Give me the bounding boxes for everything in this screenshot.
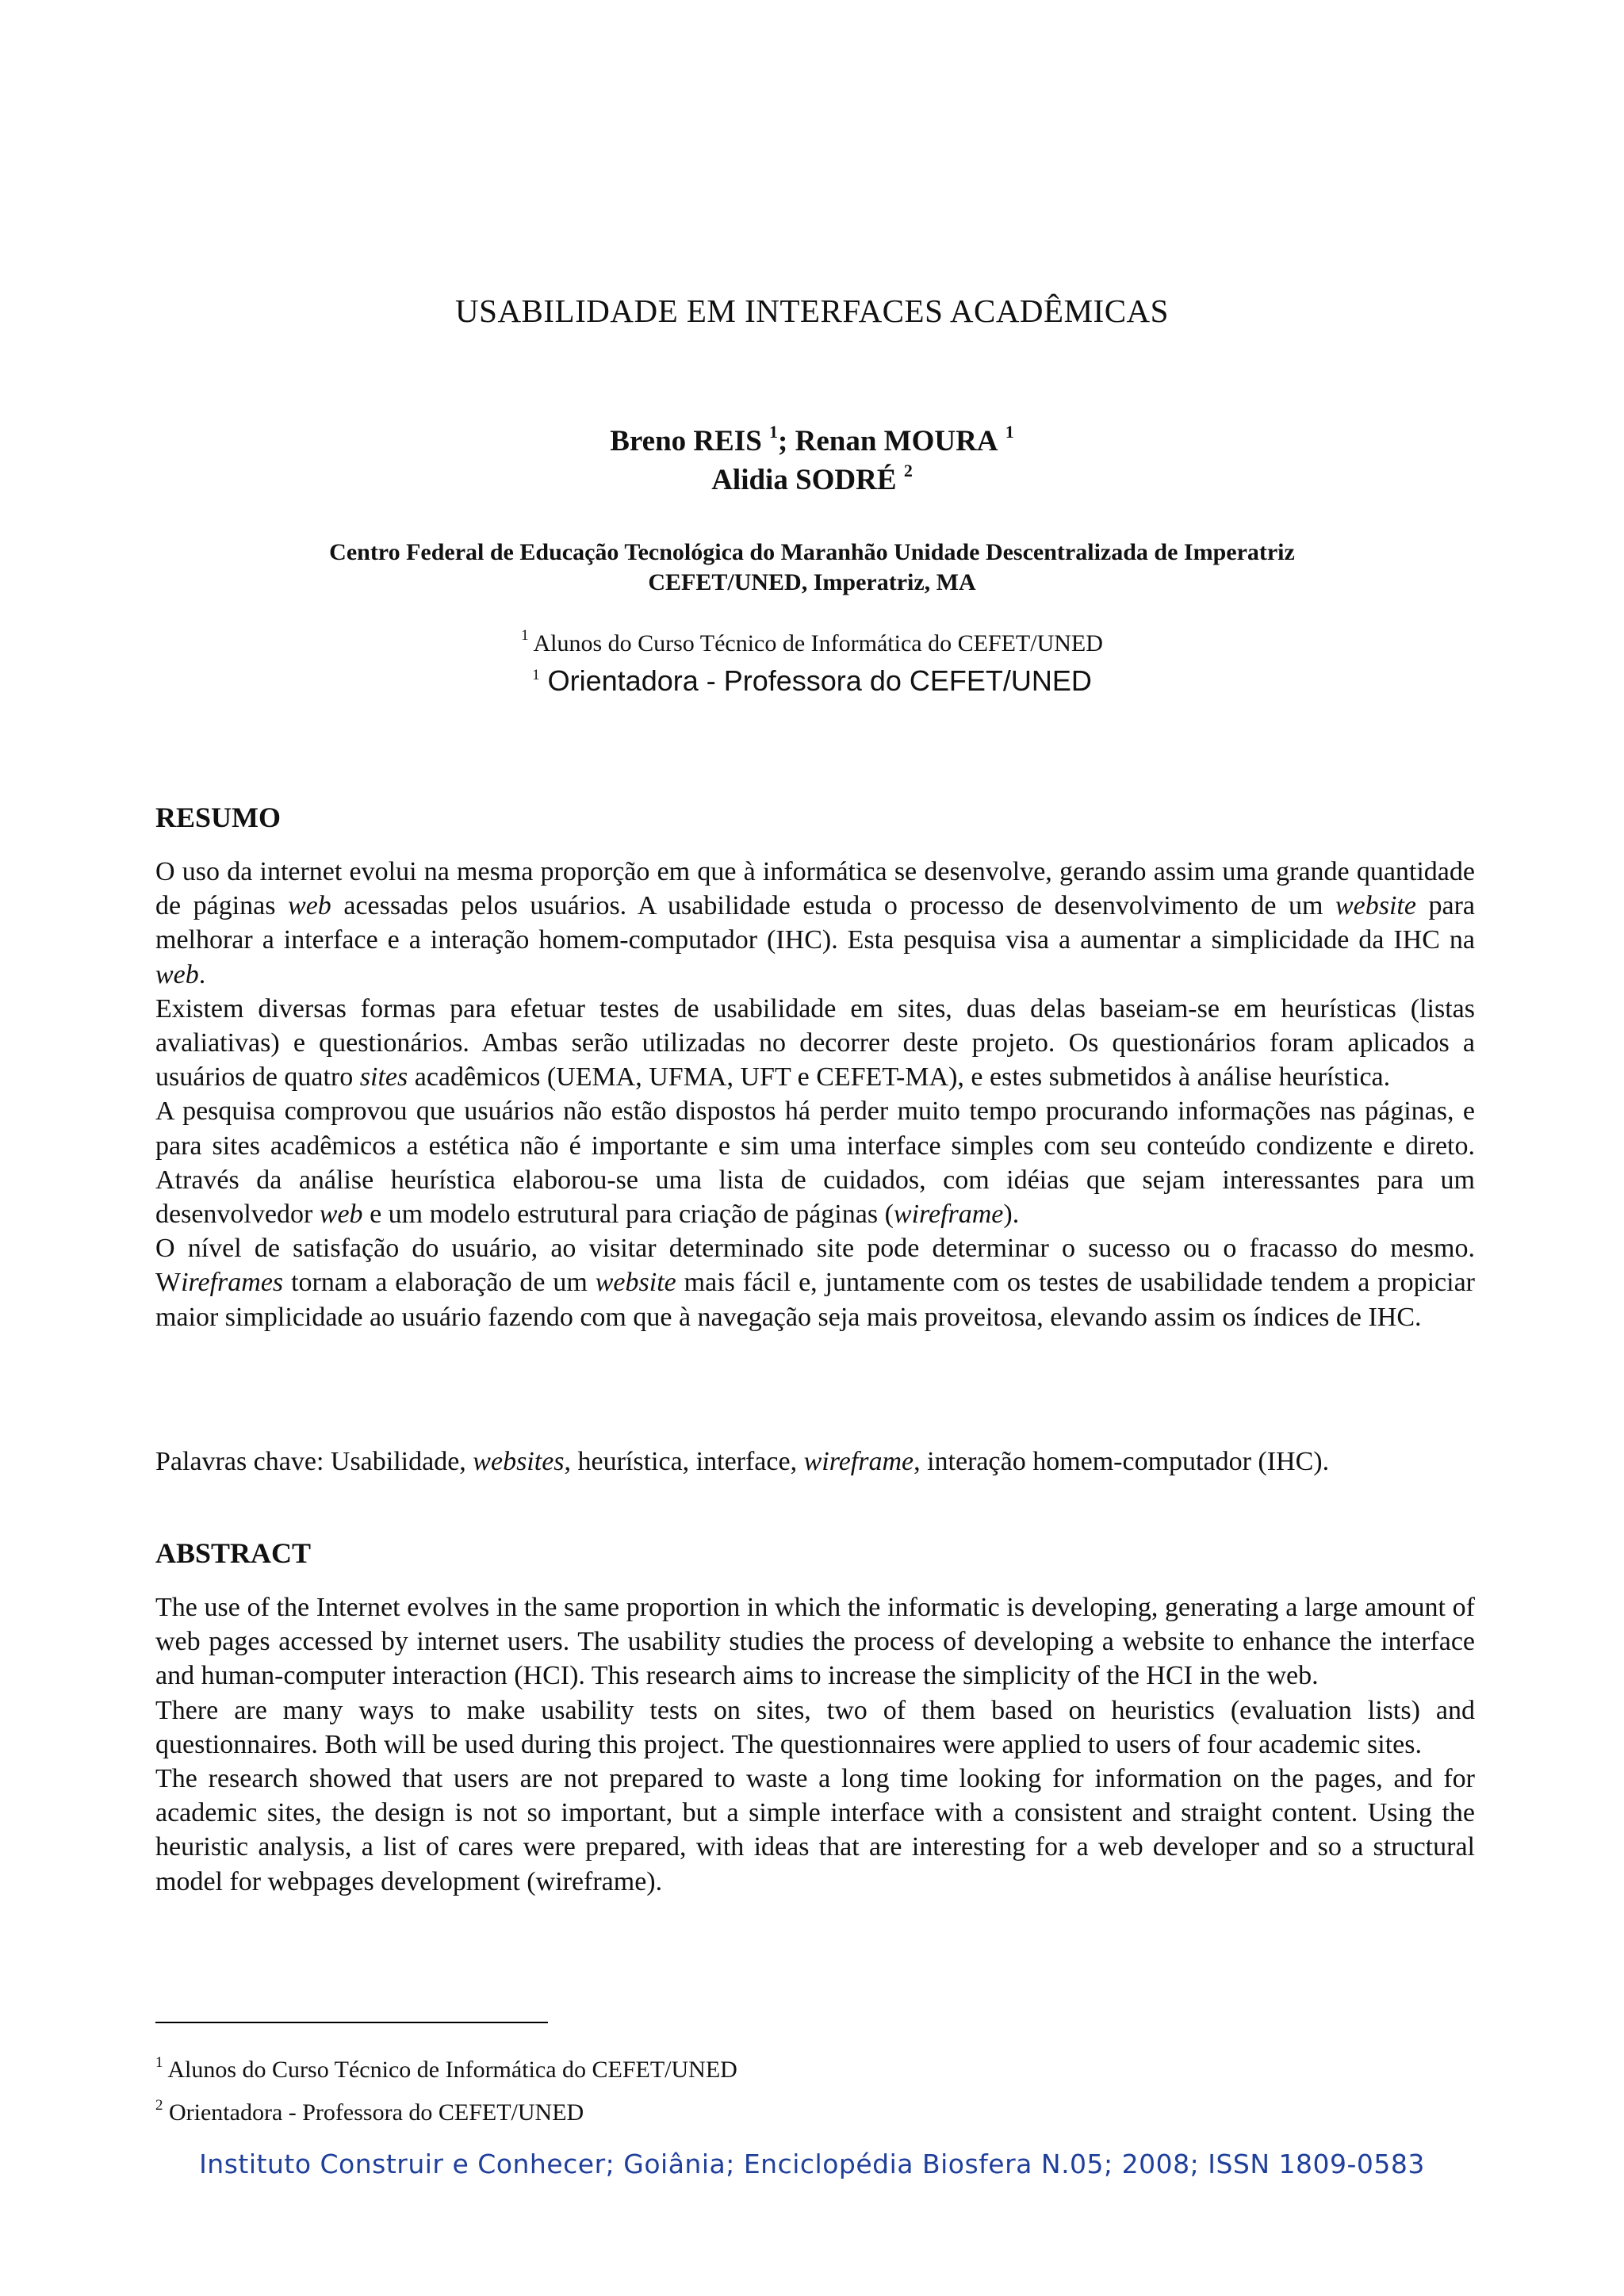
affiliation-text: Orientadora - Professora do CEFET/UNED — [547, 664, 1092, 697]
institution-name: Centro Federal de Educação Tecnológica do Maranhão Unidade Descentralizada de Imperatriz — [329, 539, 1295, 565]
author-name: Alidia SODRÉ — [711, 464, 897, 496]
footnote-1 — [155, 2054, 737, 2084]
institution-block — [0, 538, 1624, 598]
institution-location: CEFET/UNED, Imperatriz, MA — [648, 569, 976, 595]
footnote-mark: 1 — [155, 2054, 163, 2071]
paragraph: O uso da internet evolui na mesma proporção em que à informática se desenvolve, gerando assim uma grande quantidade de páginas web acessadas pelos usuários. A usabilidade estuda o processo de desenvolvimento de um website para melhorar a interface e a interação homem-computador (IHC). Esta pesquisa visa a aumentar a simplicidade da IHC na web. — [155, 857, 1475, 989]
paper-title: USABILIDADE EM INTERFACES ACADÊMICAS — [455, 293, 1169, 329]
section-heading-resumo: RESUMO — [155, 802, 282, 833]
section-heading-abstract: ABSTRACT — [155, 1537, 312, 1569]
footnote-divider — [155, 2022, 548, 2023]
author-line-1 — [0, 422, 1624, 461]
footnote-mark: 2 — [155, 2097, 163, 2114]
author-affiliation-mark: 2 — [903, 461, 913, 480]
footnote-2 — [155, 2099, 584, 2126]
affiliation-mark: 1 — [521, 627, 529, 644]
paragraph: The research showed that users are not prepared to waste a long time looking for information on the pages, and for academic sites, the design is not so important, but a simple interface with a consistent and straight content. Using the heuristic analysis, a list of cares were prepared, with ideas that are interesting for a web developer and so a structural model for webpages development (wireframe). — [155, 1764, 1475, 1896]
resumo-body — [155, 855, 1475, 1334]
affiliation-text: Alunos do Curso Técnico de Informática do CEFET/UNED — [533, 630, 1103, 656]
paragraph: The use of the Internet evolves in the same proportion in which the informatic is developing, generating a large amount of web pages accessed by internet users. The usability studies the process of developing a website to enhance the interface and human-computer interaction (HCI). This research aims to increase the simplicity of the HCI in the web. — [155, 1593, 1475, 1691]
paragraph: Existem diversas formas para efetuar testes de usabilidade em sites, duas delas baseiam-se em heurísticas (listas avaliativas) e questionários. Ambas serão utilizadas no decorrer deste projeto. Os questionários foram aplicados a usuários de quatro sites acadêmicos (UEMA, UFMA, UFT e CEFET-MA), e estes submetidos à análise heurística. — [155, 993, 1475, 1093]
author-line-2 — [0, 461, 1624, 499]
abstract-body — [155, 1590, 1475, 1899]
author-name: ; Renan MOURA — [778, 425, 998, 457]
affiliation-note — [0, 664, 1624, 698]
author-affiliation-mark: 1 — [769, 422, 779, 442]
footnote-text: Orientadora - Professora do CEFET/UNED — [169, 2099, 584, 2126]
author-list — [0, 422, 1624, 499]
paragraph: A pesquisa comprovou que usuários não estão dispostos há perder muito tempo procurando informações nas páginas, e para sites acadêmicos a estética não é importante e sim uma interface simples com seu conteúdo condizente e direto. Através da análise heurística elaborou-se uma lista de cuidados, com idéias que sejam interessantes para um desenvolvedor web e um modelo estrutural para criação de páginas (wireframe). — [155, 1096, 1475, 1230]
author-affiliation-mark: 1 — [1005, 422, 1014, 442]
affiliation-note — [0, 627, 1624, 657]
author-name: Breno REIS — [610, 425, 762, 457]
paragraph: O nível de satisfação do usuário, ao visitar determinado site pode determinar o sucesso ou o fracasso do mesmo. Wireframes tornam a elaboração de um website mais fácil e, juntamente com os testes de usabilidade tendem a propiciar maior simplicidade ao usuário fazendo com que à navegação seja mais proveitosa, elevando assim os índices de IHC. — [155, 1234, 1475, 1332]
keywords-line: Palavras chave: Usabilidade, websites, heurística, interface, wireframe, interação homem-computador (IHC). — [155, 1447, 1330, 1476]
journal-footer: Instituto Construir e Conhecer; Goiânia; Enciclopédia Biosfera N.05; 2008; ISSN 1809-0583 — [199, 2149, 1425, 2179]
paragraph: There are many ways to make usability tests on sites, two of them based on heuristics (evaluation lists) and questionnaires. Both will be used during this project. The questionnaires were applied to users of four academic sites. — [155, 1695, 1475, 1759]
footnote-text: Alunos do Curso Técnico de Informática do CEFET/UNED — [167, 2057, 737, 2083]
affiliation-mark: 1 — [532, 667, 540, 683]
